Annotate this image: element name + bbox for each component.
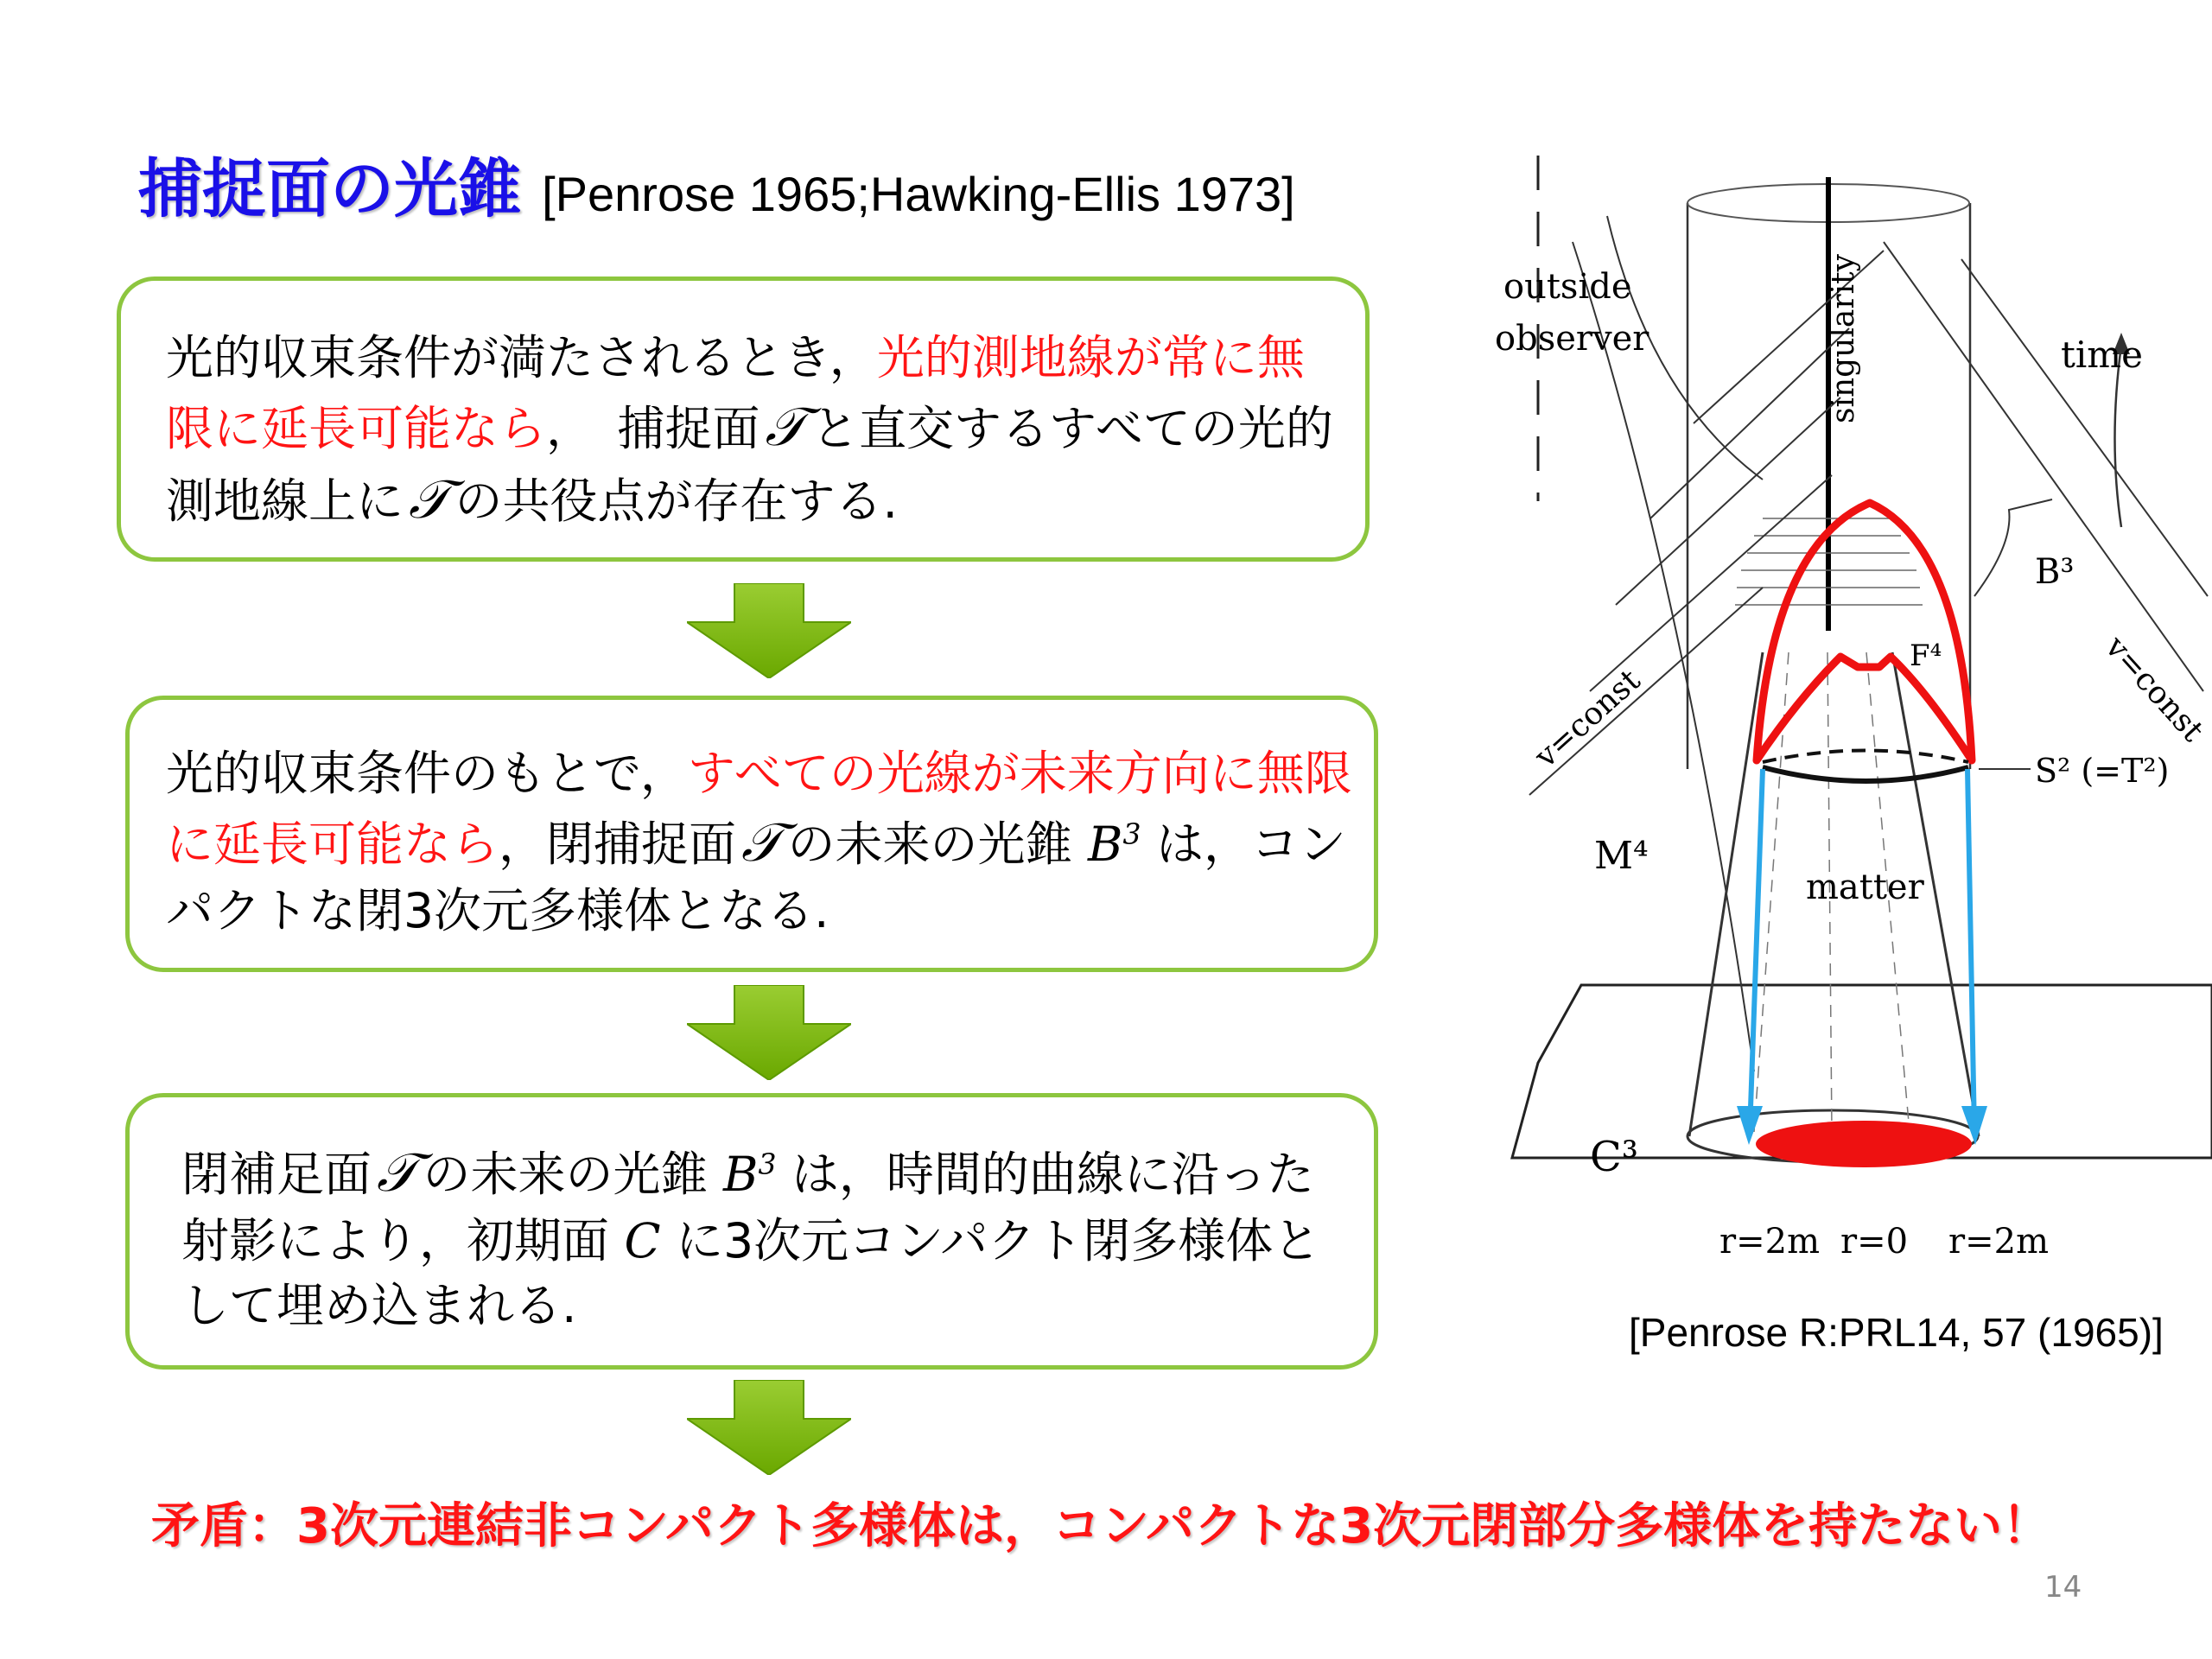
statement-2-emphasis: すべての光線が未来方向に無限に延長可能なら bbox=[166, 746, 1352, 872]
b-symbol: $B^3$ bbox=[1088, 816, 1141, 872]
future-light-cone-highlight bbox=[1757, 503, 1972, 760]
statement-box-2 bbox=[125, 696, 1378, 972]
figure-citation: [Penrose R:PRL14, 57 (1965)] bbox=[1629, 1310, 2164, 1355]
label-f4: F⁴ bbox=[1910, 639, 1942, 673]
statement-1-text bbox=[166, 326, 1341, 536]
label-observer: observer bbox=[1495, 319, 1649, 359]
label-r-left: r=2m bbox=[1719, 1222, 1821, 1262]
c-symbol: C bbox=[624, 1213, 661, 1269]
down-arrow-icon bbox=[687, 583, 851, 678]
slide-title bbox=[138, 138, 1295, 230]
trapped-surface-symbol: 𝒯 bbox=[741, 810, 783, 874]
penrose-diagram bbox=[1478, 138, 2212, 1262]
title-main: 捕捉面の光錐 bbox=[138, 152, 522, 226]
projection-arrow-left bbox=[1750, 769, 1763, 1132]
statement-1-emphasis: 光的測地線が常に無限に延長可能なら bbox=[166, 330, 1305, 456]
title-reference: [Penrose 1965;Hawking-Ellis 1973] bbox=[542, 167, 1295, 221]
trapped-surface-symbol: 𝒯 bbox=[409, 467, 450, 531]
label-matter: matter bbox=[1806, 868, 1924, 907]
label-m4: M⁴ bbox=[1594, 834, 1649, 878]
statement-2-part-3: の未来の光錐 bbox=[787, 816, 1073, 872]
statement-1-part-2: ， 捕捉面 bbox=[546, 400, 760, 456]
label-b3: B³ bbox=[2035, 552, 2075, 592]
page-number: 14 bbox=[2044, 1570, 2082, 1605]
label-time: time bbox=[2061, 334, 2143, 376]
statement-2-part-2: ，閉捕捉面 bbox=[499, 816, 737, 872]
statement-3-part-1: 閉補足面 bbox=[181, 1147, 372, 1202]
statement-1-part-1: 光的収束条件が満たされるとき， bbox=[166, 330, 877, 385]
down-arrow-icon bbox=[687, 985, 851, 1080]
statement-box-1 bbox=[117, 276, 1370, 562]
label-r-right: r=2m bbox=[1948, 1222, 2050, 1262]
label-r-center: r=0 bbox=[1840, 1222, 1909, 1262]
projected-compact-region bbox=[1756, 1121, 1972, 1167]
trapped-surface-symbol: 𝒯 bbox=[765, 394, 807, 458]
statement-2-part-4: は，コンパクトな閉3次元多様体となる. bbox=[166, 816, 1346, 939]
statement-1-part-3: と直交するすべての光的測地線上に bbox=[166, 400, 1333, 530]
b-symbol: $B^3$ bbox=[723, 1147, 777, 1202]
statement-1-part-4: の共役点が存在する. bbox=[454, 474, 898, 530]
trapped-surface-symbol: 𝒯 bbox=[377, 1141, 418, 1204]
statement-box-3 bbox=[125, 1093, 1378, 1370]
statement-3-part-4: に3次元コンパクト閉多様体として埋め込まれる. bbox=[181, 1213, 1321, 1334]
label-v-left: v=const bbox=[1528, 662, 1648, 775]
label-v-right: v=const bbox=[2098, 629, 2211, 749]
label-singularity: singularity bbox=[1826, 254, 1861, 423]
trapped-surface-ring bbox=[1763, 767, 1968, 781]
statement-2-text bbox=[166, 741, 1358, 944]
statement-2-part-1: 光的収束条件のもとで， bbox=[166, 746, 688, 801]
label-c3: C³ bbox=[1590, 1133, 1638, 1181]
statement-3-part-3: は，時間的曲線に沿った射影により，初期面 bbox=[181, 1147, 1314, 1269]
conclusion-text: 矛盾：3次元連結非コンパクト多様体は，コンパクトな3次元閉部分多様体を持たない！ bbox=[151, 1498, 2051, 1554]
statement-3-text bbox=[181, 1136, 1357, 1338]
statement-3-part-2: の未来の光錐 bbox=[423, 1147, 709, 1202]
down-arrow-icon bbox=[687, 1380, 851, 1475]
label-s2: S² (=T²) bbox=[2035, 752, 2170, 790]
label-outside: outside bbox=[1503, 267, 1632, 307]
